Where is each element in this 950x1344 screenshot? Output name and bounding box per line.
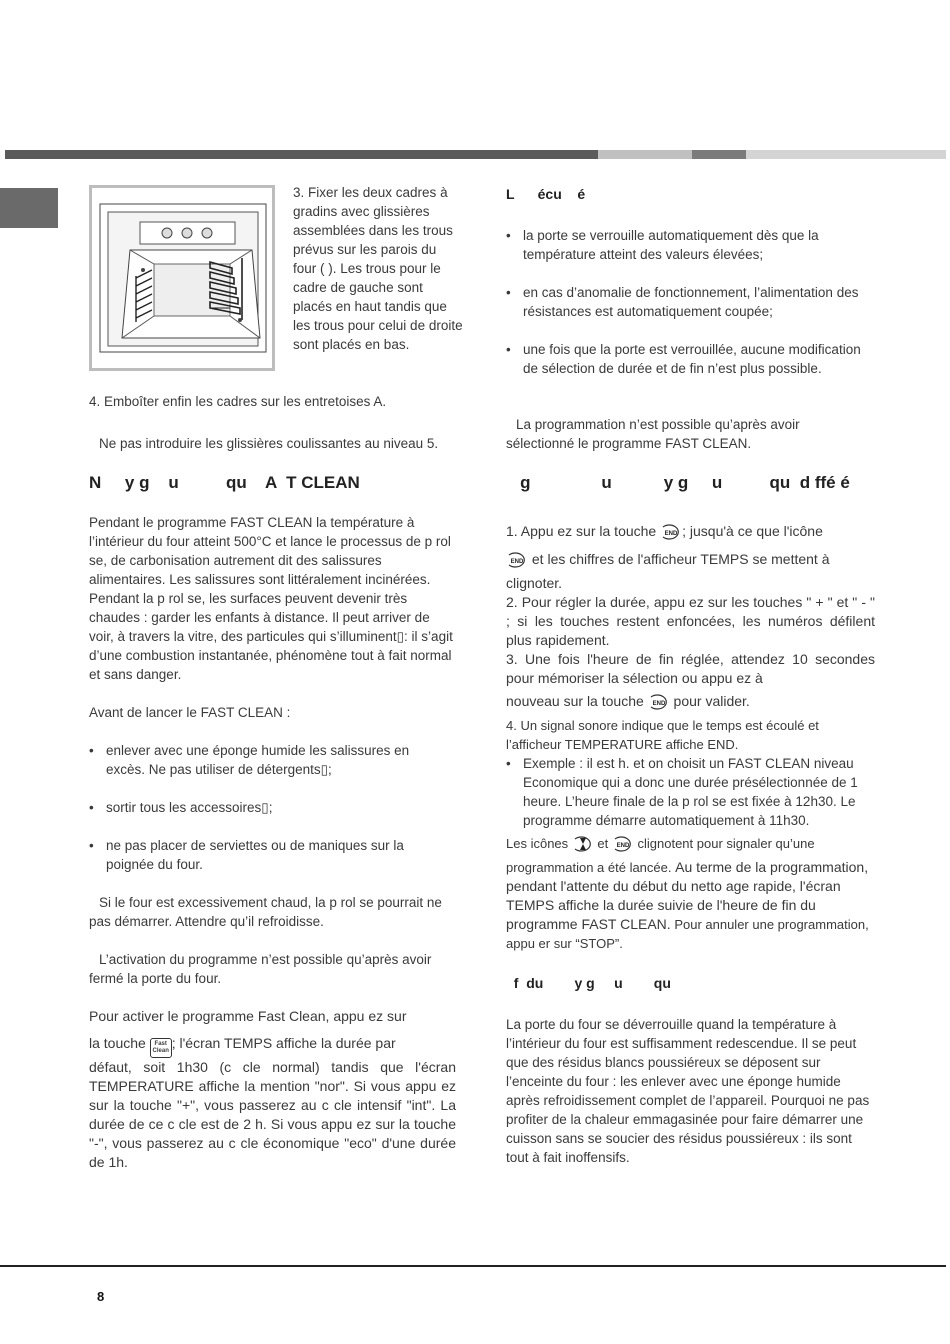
header-bar-light <box>598 150 692 159</box>
activate-line-c: défaut, soit 1h30 (c cle normal) tandis que l'écran TEMPERATURE affiche la mention "nor". Si vous appu ez sur la touche "+", vous passerez au c cle intensif "int". La durée de ce c cle est de 2 h. Si vous appu ez sur la touche "-", vous passerez au c cle économique "eco" d'une durée de 1h. <box>89 1059 456 1170</box>
footer-divider <box>0 1265 946 1267</box>
page-number: 8 <box>97 1289 105 1304</box>
icons-note-a: Les icônes <box>506 836 569 851</box>
oven-rack-diagram <box>92 188 272 368</box>
list-item: • la porte se verrouille automatiquement dès que la température atteint des valeurs élevées; <box>506 226 868 264</box>
oven-illustration <box>89 185 275 371</box>
icons-note-c: clignotent pour signaler qu’une programmation a été lancée. <box>506 836 815 875</box>
end-icon-label: END <box>652 701 665 707</box>
icons-note-d: Au terme de la programmation, pendant l'attente du début du netto age rapide, l'écran TEMPS affiche la durée suivie de l'heure de fin du programme FAST CLEAN. <box>506 859 869 932</box>
section-tab <box>0 188 58 228</box>
install-step-3: 3. Fixer les deux cadres à gradins avec glissières assemblées dans les trous prévus sur les parois du four ( ). Les trous pour le cadre de gauche sont placés en haut tandis que les trous pour celui de droite sont placés en bas. <box>293 185 463 352</box>
icons-note-b: et <box>597 836 609 851</box>
deferred-step-1-cont <box>506 550 875 593</box>
before-list <box>89 741 439 874</box>
deferred-steps <box>506 522 875 953</box>
list-item: • une fois que la porte est verrouillée, aucune modification de sélection de durée et de fin n’est plus possible. <box>506 340 868 378</box>
example-list <box>506 754 875 830</box>
end-cycle-text: La porte du four se déverrouille quand la température à l’intérieur du four est suffisamment redescendue. Il se peut que des résidus blancs poussiéreux se déposent sur l’enceinte du four : les enlever avec une éponge humide après refroidissement complet de l’appareil. Pourquoi ne pas profiter de la chaleur emmagasinée pour faire démarrer une cuisson sans se soucier des résidus poussiéreux : ils sont tout à fait inoffensifs. <box>506 1017 870 1165</box>
step3-part-c: pour valider. <box>673 693 750 709</box>
header-bar-dark <box>5 150 598 159</box>
deferred-step-2: 2. Pour régler la durée, appu ez sur les touches " + " et " - " ; si les touches restent enfoncées, les numéros défilent plus rapidement. <box>506 594 875 648</box>
list-item: • enlever avec une éponge humide les salissures en excès. Ne pas utiliser de détergents▯; <box>89 741 439 779</box>
end-icon <box>506 551 528 574</box>
end-icon-label: END <box>616 843 630 849</box>
deferred-step-4: 4. Un signal sonore indique que le temps est écoulé et l’afficheur TEMPERATURE affiche END. <box>506 718 819 752</box>
activate-line-b-end: ; l'écran TEMPS affiche la durée par <box>171 1035 396 1051</box>
step1-part-b: ; jusqu'à ce que l'icône <box>682 523 823 539</box>
activate-instructions <box>89 1007 456 1172</box>
fast-clean-icon-label-bottom: Clean <box>152 1048 169 1054</box>
example-text: Exemple : il est h. et on choisit un FAST CLEAN niveau Economique qui a donc une durée présélectionnée de 1 heure. L’heure finale de la p rol se est fixée à 12h30. Le programme démarre automatiquement à 11h30. <box>523 756 858 828</box>
step3-part-b: nouveau sur la touche <box>506 693 644 709</box>
activate-line-b-start: la touche <box>89 1035 146 1051</box>
before-label: Avant de lancer le FAST CLEAN : <box>89 705 291 720</box>
list-item <box>506 754 875 830</box>
bullet: • <box>506 756 511 771</box>
security-heading: L écu é <box>506 186 586 202</box>
end-cycle-heading: f du y g u qu <box>506 975 671 991</box>
end-icon <box>648 693 670 716</box>
deferred-heading: g u y g u qu d ffé é <box>506 473 850 492</box>
end-icon <box>660 523 682 546</box>
activation-note: L’activation du programme n’est possible qu’après avoir fermé la porte du four. <box>89 952 432 986</box>
step1-part-a: 1. Appu ez sur la touche <box>506 523 657 539</box>
deferred-step-3a: 3. Une fois l'heure de fin réglée, attendez 10 secondes pour mémoriser la sélection ou appu ez à <box>506 651 875 686</box>
fastclean-intro: Pendant le programme FAST CLEAN la température à l’intérieur du four atteint 500°C et lance le processus de p rol se, de carbonisation autrement dit des salissures alimentaires. Les salissures sont littéralement incinérées. Pendant la p rol se, les surfaces peuvent devenir très chaudes : garder les enfants à distance. Il peut arriver de voir, à travers la vitre, des particules qui s’illuminent▯: il s’agit d’une combustion instantanée, phénomène tout à fait normal et sans danger. <box>89 515 453 682</box>
fast-clean-icon-label-top: Fast <box>154 1041 167 1047</box>
deferred-step-3b <box>506 692 875 716</box>
fastclean-heading: N y g u qu A T CLEAN <box>89 473 360 492</box>
warning-hot: Si le four est excessivement chaud, la p rol se pourrait ne pas démarrer. Attendre qu’il refroidisse. <box>89 895 442 929</box>
list-item: • sortir tous les accessoires▯; <box>89 798 439 817</box>
security-note: La programmation n’est possible qu’après avoir sélectionné le programme FAST CLEAN. <box>506 417 800 451</box>
deferred-step-1 <box>506 522 875 546</box>
security-list <box>506 226 868 378</box>
end-icon-label: END <box>510 559 524 565</box>
header-bar-light-right <box>746 150 946 159</box>
activate-line-b <box>89 1034 456 1058</box>
end-icon <box>612 835 634 858</box>
hourglass-icon <box>572 835 594 858</box>
list-item: • en cas d’anomalie de fonctionnement, l’alimentation des résistances est automatiquement coupée; <box>506 283 868 321</box>
step1-part-c: et les chiffres de l'afficheur TEMPS se mettent à clignoter. <box>506 551 830 591</box>
icons-note <box>506 834 875 953</box>
install-note: Ne pas introduire les glissières coulissantes au niveau 5. <box>99 436 439 451</box>
activate-line-a: Pour activer le programme Fast Clean, appu ez sur <box>89 1008 407 1024</box>
end-icon-label: END <box>664 531 678 537</box>
icons-note-e: Pour annuler une programmation, appu er sur “STOP”. <box>506 917 869 951</box>
install-step-4: 4. Emboîter enfin les cadres sur les entretoises A. <box>89 394 387 409</box>
header-bar-mid <box>692 150 746 159</box>
fast-clean-button-icon <box>150 1038 172 1058</box>
list-item: • ne pas placer de serviettes ou de maniques sur la poignée du four. <box>89 836 439 874</box>
